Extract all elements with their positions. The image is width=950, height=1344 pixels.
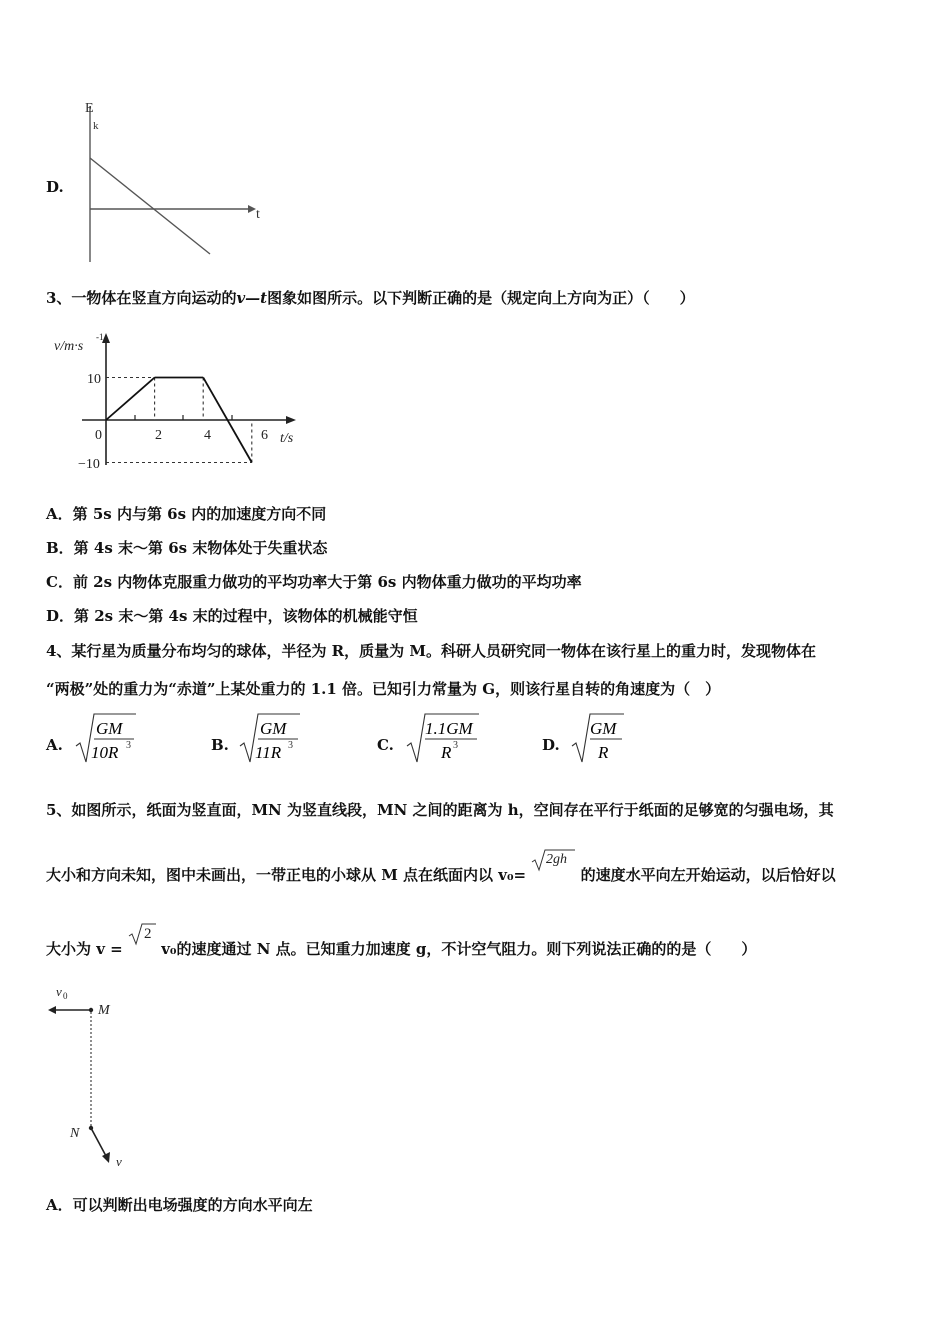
q4-option-a-label: A. bbox=[46, 736, 63, 754]
q3-vt: v—t bbox=[236, 289, 268, 307]
q3-stem-part1: 3、一物体在竖直方向运动的 bbox=[46, 289, 237, 307]
q5-sqrt-2gh-text: 2gh bbox=[546, 852, 568, 867]
q3-option-b: B．第 4s 末～第 6s 末物体处于失重状态 bbox=[46, 539, 328, 557]
m-label: M bbox=[98, 1003, 110, 1018]
point-m bbox=[89, 1008, 93, 1012]
v0-arrowhead bbox=[48, 1006, 56, 1014]
q4-option-d-label: D. bbox=[542, 736, 560, 754]
v-t-chart bbox=[40, 325, 310, 475]
v-axis-label: v/m·s bbox=[54, 339, 84, 354]
x-tick-0: 0 bbox=[95, 428, 102, 443]
q4-c-exp: 3 bbox=[453, 740, 458, 751]
v-arrow-line bbox=[91, 1128, 106, 1156]
t-axis-arrow bbox=[248, 205, 256, 213]
q4-b-num: GM bbox=[260, 719, 287, 738]
q3-option-a: A．第 5s 内与第 6s 内的加速度方向不同 bbox=[46, 505, 327, 523]
q5-sqrt-2-text: 2 bbox=[143, 926, 152, 942]
q5-stem-line3 bbox=[46, 926, 757, 959]
q5-stem-line2 bbox=[46, 852, 836, 885]
q4-option-c-formula bbox=[405, 710, 485, 768]
n-label: N bbox=[70, 1126, 80, 1141]
q4-stem-line1: 4、某行星为质量分布均匀的球体，半径为 R，质量为 M。科研人员研究同一物体在该行星上的重力时，发现物体在 bbox=[46, 642, 816, 660]
x-tick-6: 6 bbox=[261, 428, 268, 443]
q4-a-exp: 3 bbox=[126, 740, 131, 751]
v-arrowhead bbox=[102, 1152, 110, 1163]
v-axis-label-sup: -1 bbox=[96, 332, 104, 342]
q5-figure bbox=[44, 982, 164, 1177]
q5-sqrt-2gh bbox=[531, 852, 575, 880]
x-tick-2: 2 bbox=[155, 428, 162, 443]
q4-option-b-formula bbox=[238, 710, 308, 768]
vt-segment-0 bbox=[106, 378, 155, 421]
q3-option-d: D．第 2s 末～第 4s 末的过程中，该物体的机械能守恒 bbox=[46, 607, 418, 625]
q4-a-num: GM bbox=[96, 719, 123, 738]
ek-line bbox=[90, 158, 210, 254]
v-label: v bbox=[116, 1154, 122, 1169]
q4-option-c-label: C. bbox=[377, 736, 394, 754]
ek-label: E bbox=[85, 101, 94, 116]
t-axis-arrow bbox=[286, 416, 296, 424]
q5-line2-part1: 大小和方向未知，图中未画出，一带正电的小球从 M 点在纸面内以 v₀= bbox=[46, 866, 527, 884]
q5-option-a: A．可以判断出电场强度的方向水平向左 bbox=[46, 1196, 313, 1214]
q5-line2-part2: 的速度水平向左开始运动，以后恰好以 bbox=[580, 866, 836, 884]
q3-stem bbox=[46, 287, 695, 308]
ek-sub-label: k bbox=[93, 120, 99, 132]
q5-sqrt-2 bbox=[128, 926, 156, 954]
v0-label: v bbox=[56, 984, 62, 999]
q4-b-exp: 3 bbox=[288, 740, 293, 751]
v0-sub-label: 0 bbox=[63, 991, 68, 1001]
q4-d-num: GM bbox=[590, 719, 617, 738]
q5-stem-line1: 5、如图所示，纸面为竖直面，MN 为竖直线段，MN 之间的距离为 h，空间存在平行于纸面的足够宽的匀强电场，其 bbox=[46, 801, 834, 819]
q4-option-a-formula bbox=[74, 710, 144, 768]
q5-line3-part1: 大小为 v = bbox=[46, 940, 123, 958]
q4-a-den: 10R bbox=[91, 743, 119, 762]
q4-c-den: R bbox=[441, 743, 452, 762]
t-axis-label: t/s bbox=[280, 431, 294, 446]
y-tick-10: 10 bbox=[87, 372, 101, 387]
q4-stem-line2: “两极”处的重力为“赤道”上某处重力的 1.1 倍。已知引力常量为 G，则该行星自转的角速度为（ ） bbox=[46, 680, 721, 698]
q3-option-c: C．前 2s 内物体克服重力做功的平均功率大于第 6s 内物体重力做功的平均功率 bbox=[46, 573, 582, 591]
y-tick-neg10: −10 bbox=[78, 457, 100, 472]
q4-option-b-label: B. bbox=[211, 736, 229, 754]
t-label: t bbox=[256, 207, 260, 222]
x-tick-4: 4 bbox=[204, 428, 211, 443]
q4-option-d-formula bbox=[570, 710, 630, 768]
option-d-label: D. bbox=[46, 178, 64, 196]
ek-t-graph bbox=[80, 96, 280, 266]
q4-d-den: R bbox=[598, 743, 609, 762]
q3-stem-part2: 图象如图所示。以下判断正确的是（规定向上方向为正）（ ） bbox=[267, 289, 695, 307]
q4-c-num: 1.1GM bbox=[425, 719, 473, 738]
q5-line3-part2: v₀的速度通过 N 点。已知重力加速度 g，不计空气阻力。则下列说法正确的的是（ ） bbox=[161, 940, 757, 958]
q4-b-den: 11R bbox=[255, 743, 282, 762]
